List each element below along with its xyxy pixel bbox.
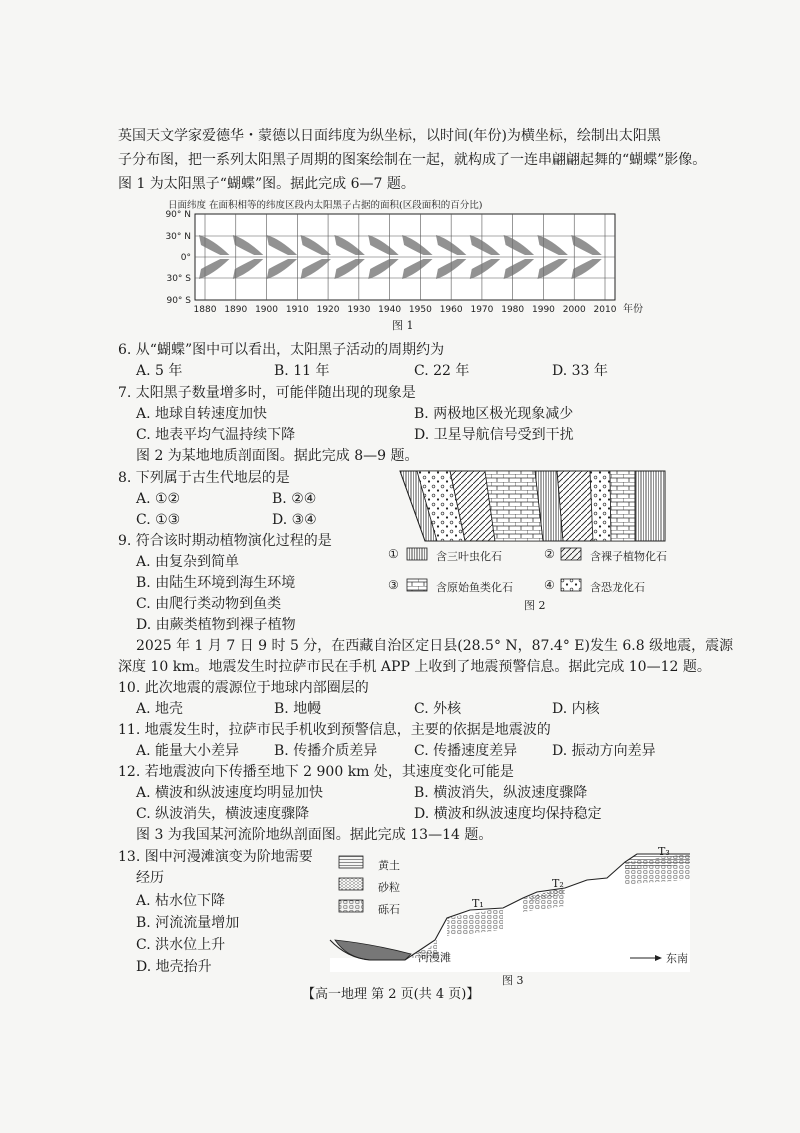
q8-stem: 8. 下列属于古生代地层的是 [118,470,290,486]
fig2-legend-3-label: 含原始鱼类化石 [436,581,513,594]
fig2-legend-3-swatch [406,578,428,592]
q12-option-c[interactable]: C. 纵波消失，横波速度骤降 [136,806,310,822]
fig1-x-tick-label: 1960 [439,305,463,315]
fig1-x-tick-label: 1940 [378,305,402,315]
fig1-x-tick-label: 1950 [408,305,432,315]
fig2-legend-1-num: ① [388,547,399,561]
fig1-x-tick-label: 1920 [316,305,340,315]
fig3-terrace-t1: T₁ [472,897,484,910]
fig3-legend-sand-swatch [339,878,363,890]
fig3-legend-loess-swatch [339,856,363,868]
q11-option-c[interactable]: C. 传播速度差异 [414,743,518,759]
fig3-terrace-t3: T₃ [658,845,670,858]
q9-stem: 9. 符合该时期动植物演化过程的是 [118,533,332,549]
q10-option-a[interactable]: A. 地壳 [136,701,184,717]
fig2-legend-2-swatch [560,547,582,561]
q12-option-d[interactable]: D. 横波和纵波速度均保持稳定 [414,806,602,822]
q13-stem: 13. 图中河漫滩演变为阶地需要 [118,849,313,865]
fig1-x-tick-label: 1880 [193,305,217,315]
fig3-legend-gravel-label: 砾石 [378,903,400,916]
fig1-x-tick-label: 1930 [347,305,371,315]
q11-option-a[interactable]: A. 能量大小差异 [136,743,240,759]
fig1-y-tick-label: 30° S [166,274,191,284]
q13-option-c[interactable]: C. 洪水位上升 [136,937,226,953]
fig2-geologic-section [395,466,670,546]
q6-option-a[interactable]: A. 5 年 [136,363,183,379]
fig3-floodplain-label: 河漫滩 [418,951,451,964]
fig1-y-tick-label: 0° [180,253,191,263]
q10-option-b[interactable]: B. 地幔 [274,701,322,717]
q7-option-d[interactable]: D. 卫星导航信号受到干扰 [414,427,574,443]
fig3-legend-loess-label: 黄土 [378,859,400,872]
q6-option-d[interactable]: D. 33 年 [552,363,608,379]
fig2-legend-4-swatch [560,578,582,592]
fig1-x-tick-label: 2010 [593,305,617,315]
fig3-terrace-t2: T₂ [552,877,564,890]
fig1-x-tick-label: 1900 [255,305,278,315]
intro-paragraph-1-line3: 图 1 为太阳黑子“蝴蝶”图。据此完成 6—7 题。 [118,176,415,192]
q10-option-c[interactable]: C. 外核 [414,701,462,717]
intro-paragraph-1-line2: 子分布图，把一系列太阳黑子周期的图案绘制在一起，就构成了一连串翩翩起舞的“蝴蝶”影像。 [118,152,707,168]
q9-option-b[interactable]: B. 由陆生环境到海生环境 [136,575,296,591]
fig3-caption: 图 3 [502,974,524,987]
q13-option-b[interactable]: B. 河流流量增加 [136,915,240,931]
fig2-caption: 图 2 [524,599,546,612]
q11-option-d[interactable]: D. 振动方向差异 [552,743,656,759]
page-footer: 【高一地理 第 2 页(共 4 页)】 [302,987,480,1002]
fig1-x-tick-label: 2000 [562,305,586,315]
intro-paragraph-3: 2025 年 1 月 7 日 9 时 5 分，在西藏自治区定日县(28.5° N，87.4° E)发生 6.8 级地震，震源 [136,638,734,654]
intro-paragraph-3-line2: 深度 10 km。地震发生时拉萨市民在手机 APP 上收到了地震预警信息。据此完成 10—12 题。 [118,659,711,675]
intro-paragraph-4: 图 3 为我国某河流阶地纵剖面图。据此完成 13—14 题。 [136,827,493,843]
fig2-legend-1-label: 含三叶虫化石 [436,550,502,563]
q6-option-b[interactable]: B. 11 年 [274,363,330,379]
q8-option-c[interactable]: C. ①③ [136,512,181,528]
intro-paragraph-1: 英国天文学家爱德华・蒙德以日面纬度为纵坐标，以时间(年份)为横坐标，绘制出太阳黑 [118,128,661,144]
q12-stem: 12. 若地震波向下传播至地下 2 900 km 处，其速度变化可能是 [118,764,514,780]
fig1-x-tick-label: 1990 [532,305,555,315]
fig1-butterfly-diagram [160,206,660,318]
q12-option-b[interactable]: B. 横波消失，纵波速度骤降 [414,785,588,801]
q7-stem: 7. 太阳黑子数量增多时，可能伴随出现的现象是 [118,385,416,401]
q10-option-d[interactable]: D. 内核 [552,701,600,717]
fig2-legend-2-num: ② [544,547,555,561]
fig1-header: 日面纬度 在面积相等的纬度区段内太阳黑子占据的面积(区段面积的百分比) [168,200,483,211]
fig3-legend-sand-label: 砂粒 [378,881,400,894]
q11-option-b[interactable]: B. 传播介质差异 [274,743,378,759]
fig2-legend-4-label: 含恐龙化石 [590,581,645,594]
fig1-y-tick-label: 30° N [165,232,191,242]
q8-option-b[interactable]: B. ②④ [272,491,317,507]
fig1-y-tick-label: 90° S [166,296,191,306]
fig1-x-unit-label: 年份 [623,304,643,315]
fig2-legend-3-num: ③ [388,578,399,592]
fig2-legend-2-label: 含裸子植物化石 [590,550,667,563]
fig1-x-tick-label: 1890 [224,305,248,315]
q7-option-c[interactable]: C. 地表平均气温持续下降 [136,427,296,443]
q9-option-a[interactable]: A. 由复杂到简单 [136,554,240,570]
q13-option-a[interactable]: A. 枯水位下降 [136,893,226,909]
q11-stem: 11. 地震发生时，拉萨市民手机收到预警信息，主要的依据是地震波的 [118,722,551,738]
q12-option-a[interactable]: A. 横波和纵波速度均明显加快 [136,785,324,801]
fig1-x-tick-label: 1970 [470,305,494,315]
fig3-legend-gravel-swatch [339,900,363,912]
q8-option-a[interactable]: A. ①② [136,491,181,507]
q10-stem: 10. 此次地震的震源位于地球内部圈层的 [118,680,369,696]
q7-option-b[interactable]: B. 两极地区极光现象减少 [414,406,574,422]
q6-option-c[interactable]: C. 22 年 [414,363,470,379]
fig2-legend-1-swatch [406,547,428,561]
q13-option-d[interactable]: D. 地壳抬升 [136,959,212,975]
fig1-x-tick-label: 1910 [285,305,309,315]
q13-stem-line2: 经历 [136,870,164,886]
q6-stem: 6. 从“蝴蝶”图中可以看出，太阳黑子活动的周期约为 [118,342,445,358]
fig1-caption: 图 1 [392,319,414,332]
q7-option-a[interactable]: A. 地球自转速度加快 [136,406,268,422]
fig1-x-tick-label: 1980 [501,305,525,315]
fig1-y-tick-label: 90° N [165,210,191,220]
q8-option-d[interactable]: D. ③④ [272,512,317,528]
q9-option-c[interactable]: C. 由爬行类动物到鱼类 [136,596,282,612]
fig3-direction-label: 东南 [666,952,688,965]
fig2-legend-4-num: ④ [544,578,555,592]
q9-option-d[interactable]: D. 由蕨类植物到裸子植物 [136,617,296,633]
intro-paragraph-2: 图 2 为某地地质剖面图。据此完成 8—9 题。 [136,448,419,464]
